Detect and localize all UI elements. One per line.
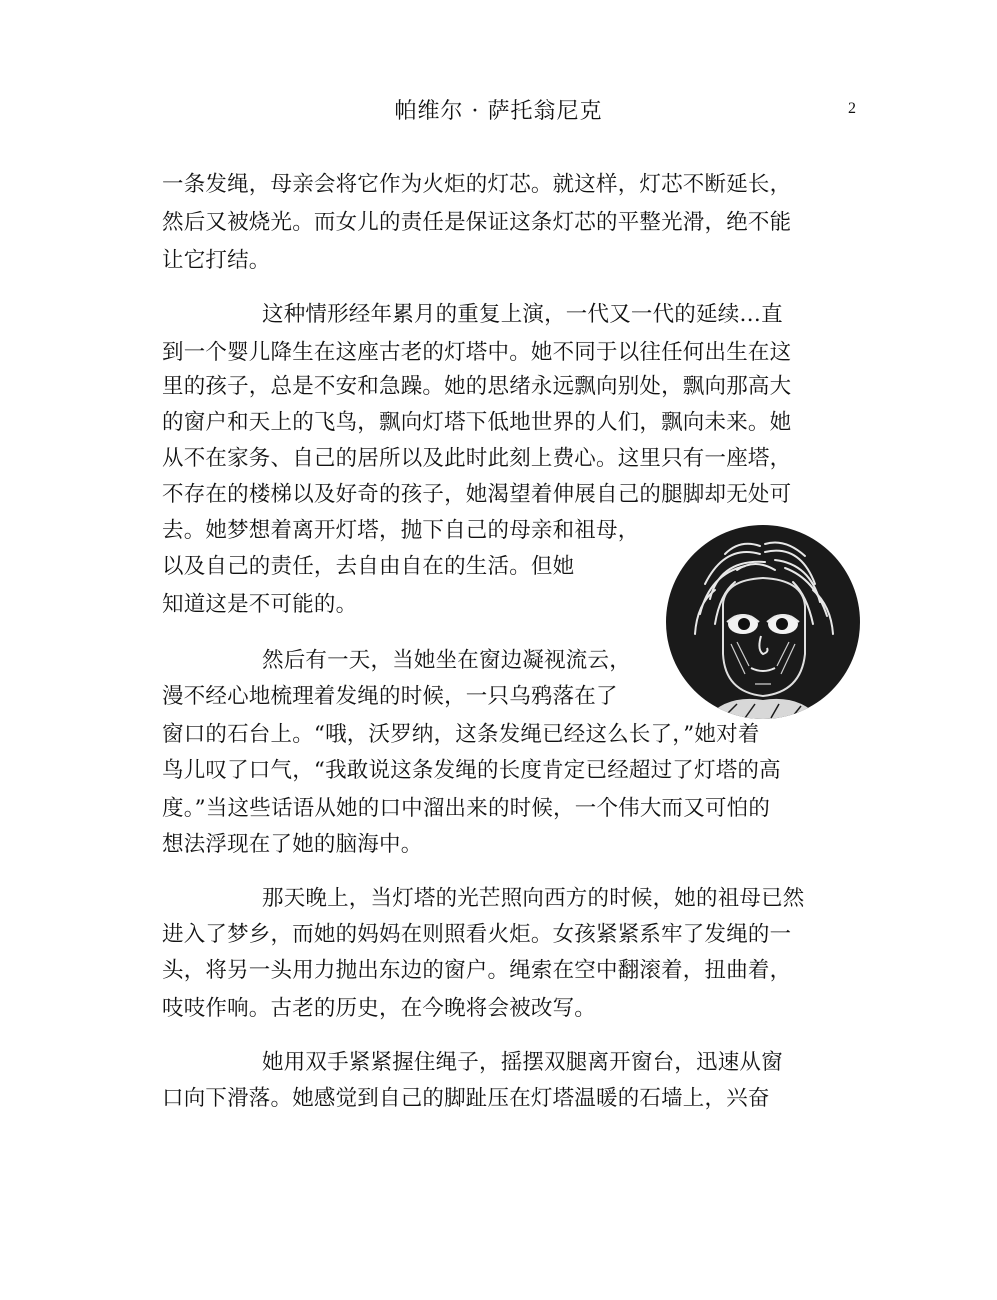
text-line: 进入了梦乡，而她的妈妈在则照看火炬。女孩紧紧系牢了发绳的一 — [162, 922, 792, 947]
text-line: 吱吱作响。古老的历史，在今晚将会被改写。 — [162, 996, 597, 1021]
text-line: 去。她梦想着离开灯塔，抛下自己的母亲和祖母， — [162, 518, 640, 543]
text-line: 头，将另一头用力抛出东边的窗户。绳索在空中翻滚着，扭曲着， — [162, 958, 792, 983]
text-line: 从不在家务、自己的居所以及此时此刻上费心。这里只有一座塔， — [162, 446, 792, 471]
text-line: 让它打结。 — [162, 248, 271, 273]
text-line: 这种情形经年累月的重复上演，一代又一代的延续…直 — [262, 302, 783, 327]
text-line: 然后有一天，当她坐在窗边凝视流云， — [262, 648, 631, 673]
header-title: 帕维尔 · 萨托翁尼克 — [394, 99, 603, 124]
text-line: 漫不经心地梳理着发绳的时候，一只乌鸦落在了 — [162, 684, 618, 709]
text-line: 鸟儿叹了口气，“我敢说这条发绳的长度肯定已经超过了灯塔的高 — [162, 758, 781, 783]
page-number: 2 — [848, 100, 856, 117]
text-line: 知道这是不可能的。 — [162, 592, 358, 617]
text-line: 到一个婴儿降生在这座古老的灯塔中。她不同于以往任何出生在这 — [162, 340, 792, 365]
text-line: 想法浮现在了她的脑海中。 — [162, 832, 423, 857]
girl-portrait-illustration — [665, 524, 861, 720]
text-line: 然后又被烧光。而女儿的责任是保证这条灯芯的平整光滑，绝不能 — [162, 210, 792, 235]
text-line: 的窗户和天上的飞鸟，飘向灯塔下低地世界的人们，飘向未来。她 — [162, 410, 792, 435]
text-line: 那天晚上，当灯塔的光芒照向西方的时候，她的祖母已然 — [262, 886, 805, 911]
text-line: 以及自己的责任，去自由自在的生活。但她 — [162, 554, 575, 579]
text-line: 度。”当这些话语从她的口中溜出来的时候，一个伟大而又可怕的 — [162, 796, 771, 821]
text-line: 窗口的石台上。“哦，沃罗纳，这条发绳已经这么长了，”她对着 — [162, 722, 760, 747]
text-line: 里的孩子，总是不安和急躁。她的思绪永远飘向别处，飘向那高大 — [162, 374, 792, 399]
text-line: 她用双手紧紧握住绳子，摇摆双腿离开窗台，迅速从窗 — [262, 1050, 783, 1075]
text-line: 不存在的楼梯以及好奇的孩子，她渴望着伸展自己的腿脚却无处可 — [162, 482, 792, 507]
girl-portrait-icon — [665, 524, 861, 720]
text-line: 一条发绳，母亲会将它作为火炬的灯芯。就这样，灯芯不断延长， — [162, 172, 792, 197]
text-line: 口向下滑落。她感觉到自己的脚趾压在灯塔温暖的石墙上，兴奋 — [162, 1086, 770, 1111]
